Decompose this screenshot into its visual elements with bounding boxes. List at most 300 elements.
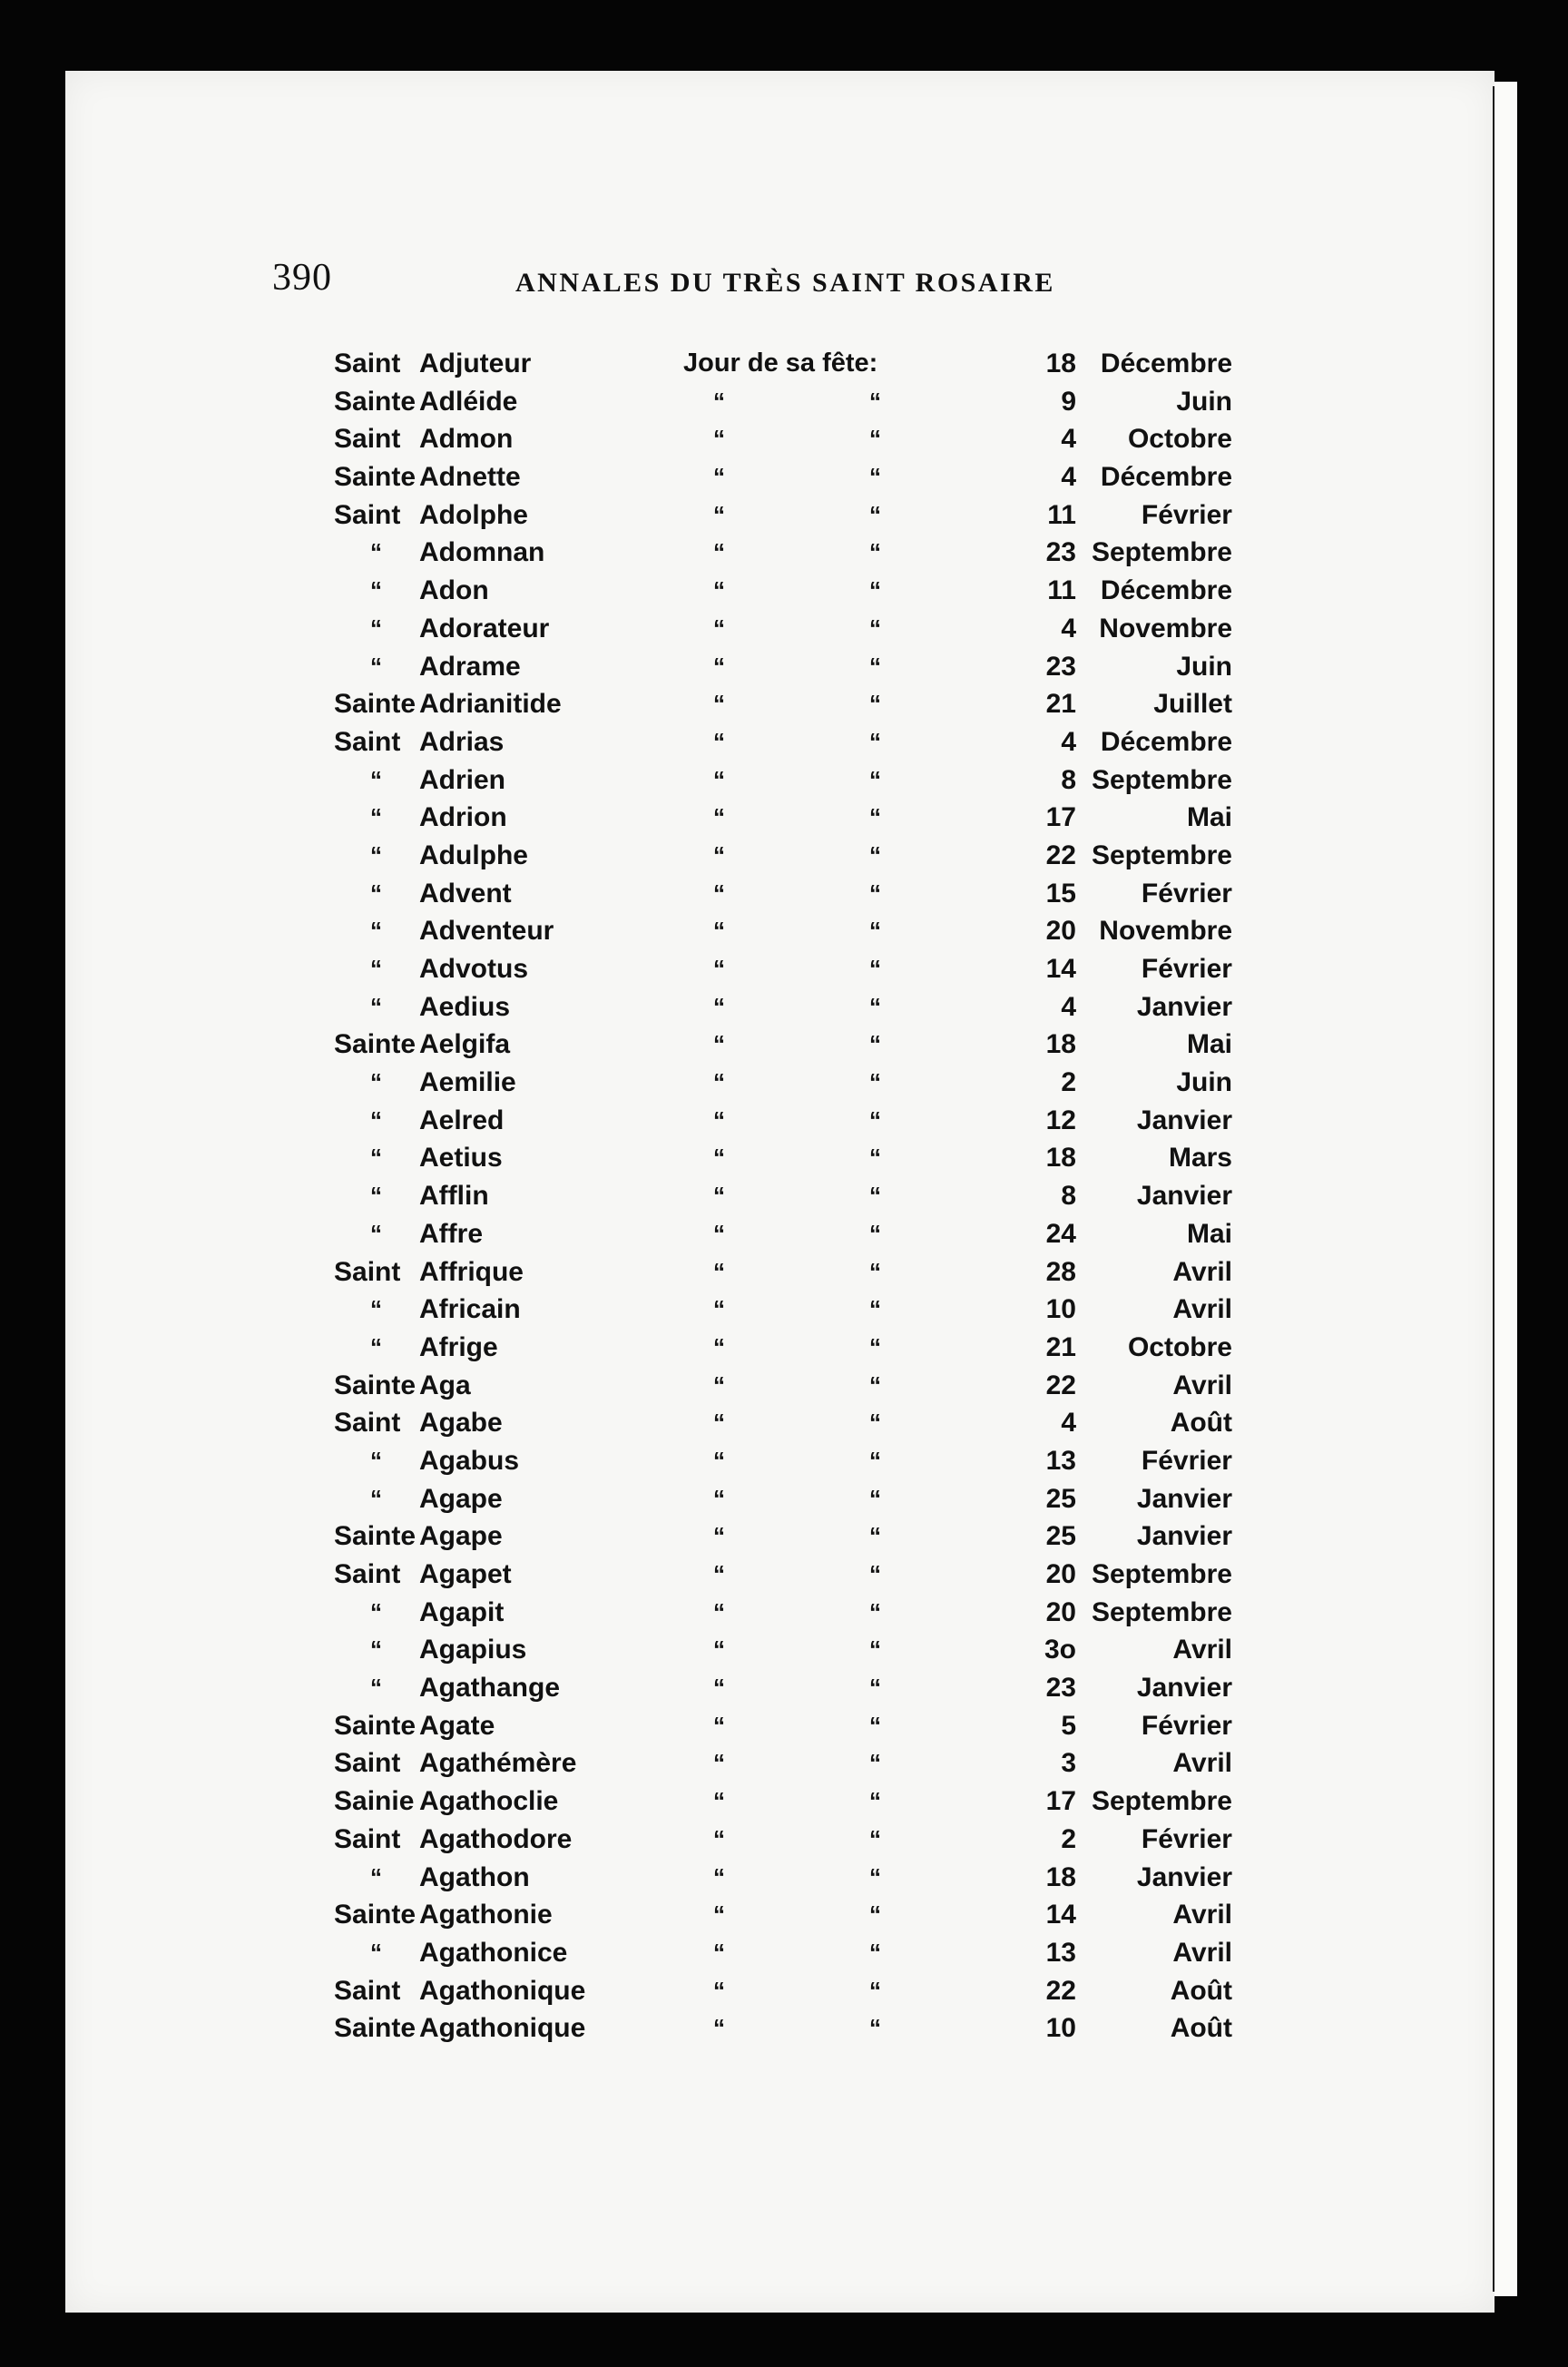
- ditto-mark: “: [869, 1862, 881, 1891]
- saint-name: Agapius: [419, 1635, 527, 1665]
- saint-name: Afflin: [419, 1181, 489, 1212]
- saint-name: Agabe: [419, 1408, 503, 1439]
- feast-month: Février: [1141, 1710, 1232, 1741]
- ditto-mark: “: [713, 765, 725, 793]
- feast-month: Janvier: [1136, 1673, 1232, 1704]
- saint-title: Sainte: [334, 2013, 416, 2044]
- saint-title: “: [370, 1484, 382, 1512]
- saint-name: Aelred: [419, 1105, 505, 1135]
- ditto-mark: “: [869, 2014, 881, 2042]
- feast-day: 12: [1045, 1105, 1076, 1135]
- saint-name: Agapit: [419, 1596, 505, 1627]
- page-number: 390: [272, 257, 332, 299]
- saint-name: Adrion: [419, 802, 507, 833]
- feast-day: 28: [1045, 1256, 1076, 1287]
- saint-title: Saint: [334, 1256, 401, 1287]
- ditto-mark: “: [869, 1068, 881, 1096]
- feast-month: Août: [1170, 1408, 1232, 1439]
- ditto-mark: “: [713, 1597, 725, 1625]
- feast-day: 14: [1045, 954, 1076, 984]
- ditto-mark: “: [869, 614, 881, 642]
- feast-day: 22: [1045, 840, 1076, 870]
- list-item: [334, 1517, 1232, 1556]
- list-item: [334, 723, 1232, 761]
- list-item: [334, 1744, 1232, 1783]
- saint-title: Saint: [334, 1975, 401, 2006]
- list-item: [334, 1026, 1232, 1064]
- saint-title: “: [370, 1295, 382, 1323]
- ditto-mark: “: [869, 1787, 881, 1815]
- saint-name: Adléide: [419, 386, 518, 417]
- saint-title: Sainte: [334, 1521, 416, 1552]
- saint-name: Aedius: [419, 991, 511, 1022]
- ditto-mark: “: [869, 765, 881, 793]
- saint-name: Advotus: [419, 954, 528, 984]
- saint-name: Admon: [419, 424, 514, 455]
- ditto-mark: “: [713, 652, 725, 680]
- saint-title: “: [370, 1862, 382, 1891]
- saint-title: Saint: [334, 349, 401, 378]
- list-item: [334, 648, 1232, 686]
- saint-name: Africain: [419, 1294, 521, 1325]
- ditto-mark: “: [869, 1144, 881, 1172]
- ditto-mark: “: [713, 1787, 725, 1815]
- ditto-mark: “: [713, 1332, 725, 1360]
- ditto-mark: “: [869, 576, 881, 604]
- ditto-mark: “: [713, 917, 725, 945]
- saint-name: Adrias: [419, 726, 505, 757]
- ditto-mark: “: [869, 1295, 881, 1323]
- saint-name: Adulphe: [419, 840, 528, 870]
- feast-month: Février: [1141, 954, 1232, 984]
- ditto-mark: “: [869, 652, 881, 680]
- saint-name: Adjuteur: [419, 349, 532, 378]
- ditto-mark: “: [869, 1597, 881, 1625]
- list-item: [334, 1177, 1232, 1215]
- ditto-mark: “: [869, 1711, 881, 1739]
- ditto-mark: “: [713, 1409, 725, 1437]
- ditto-mark: “: [869, 1257, 881, 1285]
- ditto-mark: “: [713, 1674, 725, 1702]
- feast-day: 20: [1045, 916, 1076, 947]
- ditto-mark: “: [713, 1938, 725, 1966]
- ditto-mark: “: [869, 992, 881, 1020]
- ditto-mark: “: [713, 425, 725, 453]
- list-item: [334, 572, 1232, 610]
- saint-name: Agathonie: [419, 1900, 553, 1930]
- list-item: [334, 345, 1232, 383]
- feast-month: Décembre: [1100, 575, 1232, 606]
- ditto-mark: “: [713, 879, 725, 907]
- ditto-mark: “: [869, 1370, 881, 1399]
- saint-title: Sainte: [334, 1029, 416, 1060]
- feast-month: Octobre: [1127, 424, 1232, 455]
- ditto-mark: “: [713, 1105, 725, 1134]
- saint-name: Adnette: [419, 462, 521, 493]
- list-item: [334, 799, 1232, 837]
- list-item: [334, 1064, 1232, 1102]
- saint-name: Adomnan: [419, 537, 545, 568]
- ditto-mark: “: [869, 1484, 881, 1512]
- ditto-mark: “: [869, 840, 881, 869]
- saint-title: “: [370, 1635, 382, 1664]
- list-item: [334, 1669, 1232, 1707]
- feast-day: 25: [1045, 1483, 1076, 1514]
- saint-title: Saint: [334, 1748, 401, 1779]
- feast-month: Janvier: [1136, 1105, 1232, 1135]
- saint-name: Adrien: [419, 764, 506, 795]
- saint-name: Agathonique: [419, 2013, 586, 2044]
- ditto-mark: “: [869, 1749, 881, 1777]
- saint-title: Sainte: [334, 462, 416, 493]
- ditto-mark: “: [713, 1295, 725, 1323]
- ditto-mark: “: [713, 1976, 725, 2004]
- saint-title: “: [370, 576, 382, 604]
- feast-day: 2: [1061, 1067, 1076, 1098]
- list-item: [334, 1556, 1232, 1594]
- feast-day: 23: [1045, 537, 1076, 568]
- ditto-mark: “: [713, 2014, 725, 2042]
- ditto-mark: “: [869, 727, 881, 755]
- feast-day: 13: [1045, 1445, 1076, 1476]
- saint-title: “: [370, 1446, 382, 1474]
- saint-title: “: [370, 955, 382, 982]
- feast-month: Janvier: [1136, 991, 1232, 1022]
- saint-title: “: [370, 1332, 382, 1360]
- saint-title: “: [370, 1068, 382, 1096]
- saint-name: Aemilie: [419, 1067, 516, 1098]
- saint-title: “: [370, 1219, 382, 1247]
- saint-name: Agathodore: [419, 1823, 573, 1854]
- feast-month: Août: [1170, 1975, 1232, 2006]
- feast-day: 4: [1061, 462, 1076, 493]
- saint-name: Advent: [419, 878, 512, 908]
- ditto-mark: “: [869, 1219, 881, 1247]
- list-item: [334, 1480, 1232, 1518]
- saint-name: Adon: [419, 575, 489, 606]
- feast-month: Juin: [1176, 386, 1232, 417]
- ditto-mark: “: [713, 1711, 725, 1739]
- ditto-mark: “: [869, 1030, 881, 1058]
- feast-month: Février: [1141, 878, 1232, 908]
- saint-name: Afrige: [419, 1331, 498, 1362]
- feast-month: Octobre: [1127, 1331, 1232, 1362]
- ditto-mark: “: [869, 1560, 881, 1587]
- saint-name: Aga: [419, 1370, 471, 1400]
- saint-name: Agathon: [419, 1861, 530, 1892]
- feast-month: Janvier: [1136, 1483, 1232, 1514]
- ditto-mark: “: [713, 1824, 725, 1852]
- ditto-mark: “: [869, 538, 881, 566]
- ditto-mark: “: [713, 1182, 725, 1210]
- saint-title: Saint: [334, 726, 401, 757]
- list-item: [334, 420, 1232, 458]
- feast-day: 3o: [1044, 1635, 1076, 1665]
- feast-day: 21: [1045, 689, 1076, 720]
- list-item: [334, 761, 1232, 800]
- feast-day: 4: [1061, 726, 1076, 757]
- feast-day: 18: [1045, 1861, 1076, 1892]
- saint-name: Aelgifa: [419, 1029, 511, 1060]
- list-item: [334, 875, 1232, 913]
- ditto-mark: “: [869, 1938, 881, 1966]
- feast-month: Décembre: [1100, 462, 1232, 493]
- ditto-mark: “: [713, 1030, 725, 1058]
- feast-day: 23: [1045, 1673, 1076, 1704]
- feast-month: Septembre: [1091, 840, 1232, 870]
- ditto-mark: “: [713, 727, 725, 755]
- ditto-mark: “: [713, 614, 725, 642]
- ditto-mark: “: [713, 690, 725, 718]
- feast-month: Mai: [1186, 802, 1232, 833]
- feast-day: 13: [1045, 1937, 1076, 1968]
- page-header: [272, 256, 1180, 310]
- feast-day: 14: [1045, 1900, 1076, 1930]
- feast-month: Avril: [1172, 1370, 1232, 1400]
- feast-day: 18: [1045, 1029, 1076, 1060]
- feast-day: 10: [1045, 2013, 1076, 2044]
- ditto-mark: “: [869, 917, 881, 945]
- saint-title: Saint: [334, 499, 401, 530]
- list-item: [334, 1253, 1232, 1292]
- saint-name: Agathonique: [419, 1975, 586, 2006]
- saint-title: “: [370, 1674, 382, 1702]
- ditto-mark: “: [869, 955, 881, 982]
- feast-month: Avril: [1172, 1748, 1232, 1779]
- feast-day: 18: [1045, 349, 1076, 378]
- feast-month: Avril: [1172, 1900, 1232, 1930]
- list-item: [334, 1367, 1232, 1405]
- saint-name: Agathonice: [419, 1937, 568, 1968]
- feast-day: 22: [1045, 1370, 1076, 1400]
- ditto-mark: “: [869, 803, 881, 831]
- list-item: [334, 1102, 1232, 1140]
- list-item: [334, 1404, 1232, 1442]
- feast-day: 8: [1061, 1181, 1076, 1212]
- saint-name: Agathoclie: [419, 1786, 559, 1817]
- feast-month: Avril: [1172, 1937, 1232, 1968]
- feast-month: Septembre: [1091, 537, 1232, 568]
- list-item: [334, 1442, 1232, 1480]
- saint-title: Saint: [334, 1408, 401, 1439]
- feast-day: 4: [1061, 424, 1076, 455]
- feast-day: 20: [1045, 1596, 1076, 1627]
- feast-day: 9: [1061, 386, 1076, 417]
- ditto-mark: “: [713, 1257, 725, 1285]
- saint-title: Sainte: [334, 1900, 416, 1930]
- list-item: [334, 950, 1232, 988]
- saint-title: “: [370, 1938, 382, 1966]
- list-item: [334, 912, 1232, 950]
- ditto-mark: “: [869, 879, 881, 907]
- ditto-mark: “: [869, 1182, 881, 1210]
- saint-name: Agape: [419, 1521, 503, 1552]
- ditto-mark: “: [713, 1219, 725, 1247]
- feast-day: 17: [1045, 1786, 1076, 1817]
- saint-title: Sainte: [334, 1710, 416, 1741]
- saint-name: Adrianitide: [419, 689, 562, 720]
- saint-title: “: [370, 765, 382, 793]
- saint-title: Sainie: [334, 1786, 415, 1817]
- ditto-mark: “: [869, 425, 881, 453]
- saint-title: “: [370, 1182, 382, 1210]
- feast-month: Décembre: [1100, 349, 1232, 378]
- feast-month: Mars: [1168, 1143, 1232, 1174]
- feast-month: Septembre: [1091, 1786, 1232, 1817]
- saint-title: Saint: [334, 1823, 401, 1854]
- saint-title: “: [370, 1597, 382, 1625]
- saint-title: “: [370, 917, 382, 945]
- feast-day: 2: [1061, 1823, 1076, 1854]
- list-item: [334, 1783, 1232, 1821]
- feast-day: 5: [1061, 1710, 1076, 1741]
- saint-name: Adrame: [419, 651, 521, 682]
- ditto-mark: “: [869, 1446, 881, 1474]
- ditto-mark: “: [713, 387, 725, 415]
- list-item: [334, 1821, 1232, 1859]
- saint-name: Agapet: [419, 1559, 512, 1589]
- feast-month: Décembre: [1100, 726, 1232, 757]
- feast-month: Mai: [1186, 1218, 1232, 1249]
- feast-month: Février: [1141, 1823, 1232, 1854]
- ditto-mark: “: [869, 1824, 881, 1852]
- ditto-mark: “: [713, 1370, 725, 1399]
- saint-title: “: [370, 803, 382, 831]
- ditto-mark: “: [713, 1484, 725, 1512]
- ditto-mark: “: [869, 1900, 881, 1929]
- list-item: [334, 458, 1232, 496]
- ditto-mark: “: [713, 1749, 725, 1777]
- ditto-mark: “: [869, 1976, 881, 2004]
- saint-name: Aetius: [419, 1143, 503, 1174]
- feast-day: 23: [1045, 651, 1076, 682]
- ditto-mark: “: [713, 1635, 725, 1664]
- saint-title: “: [370, 879, 382, 907]
- feast-month: Septembre: [1091, 764, 1232, 795]
- list-item: [334, 2009, 1232, 2048]
- ditto-mark: “: [869, 1635, 881, 1664]
- saint-title: Sainte: [334, 689, 416, 720]
- saint-title: “: [370, 614, 382, 642]
- feast-day: 10: [1045, 1294, 1076, 1325]
- feast-month: Février: [1141, 499, 1232, 530]
- feast-day: 17: [1045, 802, 1076, 833]
- ditto-mark: “: [869, 500, 881, 528]
- feast-month: Janvier: [1136, 1861, 1232, 1892]
- saint-name: Adventeur: [419, 916, 554, 947]
- ditto-mark: “: [713, 538, 725, 566]
- ditto-mark: “: [869, 463, 881, 491]
- feast-month: Juin: [1176, 1067, 1232, 1098]
- feast-month: Janvier: [1136, 1521, 1232, 1552]
- saint-name: Agathémère: [419, 1748, 577, 1779]
- feast-month: Avril: [1172, 1294, 1232, 1325]
- feast-day: 4: [1061, 613, 1076, 643]
- ditto-mark: “: [869, 1522, 881, 1550]
- ditto-mark: “: [713, 576, 725, 604]
- saint-name: Affre: [419, 1218, 484, 1249]
- list-item: [334, 1934, 1232, 1972]
- list-item: [334, 1631, 1232, 1669]
- ditto-mark: “: [713, 1144, 725, 1172]
- list-item: [334, 837, 1232, 875]
- list-item: [334, 610, 1232, 648]
- feast-day: 25: [1045, 1521, 1076, 1552]
- ditto-mark: “: [869, 1674, 881, 1702]
- saint-title: Sainte: [334, 386, 416, 417]
- ditto-mark: “: [713, 1068, 725, 1096]
- feast-month: Mai: [1186, 1029, 1232, 1060]
- feast-day: 4: [1061, 1408, 1076, 1439]
- saint-name: Agathange: [419, 1673, 561, 1704]
- ditto-mark: “: [713, 992, 725, 1020]
- ditto-mark: “: [713, 500, 725, 528]
- list-item: [334, 1859, 1232, 1897]
- list-item: [334, 1329, 1232, 1367]
- running-title: ANNALES DU TRÈS SAINT ROSAIRE: [515, 268, 1055, 298]
- saint-title: Saint: [334, 424, 401, 455]
- feast-day: 11: [1047, 575, 1076, 606]
- feast-day: 15: [1045, 878, 1076, 908]
- saint-title: “: [370, 1144, 382, 1172]
- saint-title: Sainte: [334, 1370, 416, 1400]
- saint-title: Saint: [334, 1559, 401, 1589]
- list-item: [334, 1139, 1232, 1177]
- feast-day: 11: [1047, 499, 1076, 530]
- list-item: [334, 1896, 1232, 1934]
- list-item: [334, 1215, 1232, 1253]
- ditto-mark: “: [869, 1332, 881, 1360]
- saints-list: [334, 345, 1232, 2048]
- list-item: [334, 534, 1232, 572]
- ditto-mark: “: [713, 1900, 725, 1929]
- ditto-mark: “: [713, 1862, 725, 1891]
- list-item: [334, 988, 1232, 1026]
- feast-day: 18: [1045, 1143, 1076, 1174]
- ditto-mark: “: [713, 840, 725, 869]
- feast-day: 4: [1061, 991, 1076, 1022]
- list-item: [334, 1707, 1232, 1745]
- saint-title: “: [370, 992, 382, 1020]
- ditto-mark: “: [713, 1560, 725, 1587]
- list-item: [334, 1594, 1232, 1632]
- feast-month: Février: [1141, 1445, 1232, 1476]
- feast-day: 22: [1045, 1975, 1076, 2006]
- saint-name: Affrique: [419, 1256, 524, 1287]
- list-item: [334, 383, 1232, 421]
- ditto-mark: “: [869, 690, 881, 718]
- ditto-mark: “: [713, 1522, 725, 1550]
- feast-month: Septembre: [1091, 1596, 1232, 1627]
- feast-month: Novembre: [1099, 613, 1232, 643]
- feast-month: Juin: [1176, 651, 1232, 682]
- feast-month: Août: [1170, 2013, 1232, 2044]
- saint-name: Agabus: [419, 1445, 520, 1476]
- list-item: [334, 1972, 1232, 2010]
- list-item: [334, 496, 1232, 535]
- feast-month: Novembre: [1099, 916, 1232, 947]
- ditto-mark: “: [869, 387, 881, 415]
- ditto-mark: “: [869, 1105, 881, 1134]
- feast-day: 8: [1061, 764, 1076, 795]
- feast-day-label: Jour de sa fête:: [683, 349, 878, 378]
- ditto-mark: “: [713, 955, 725, 982]
- feast-day: 24: [1045, 1218, 1076, 1249]
- feast-month: Juillet: [1153, 689, 1232, 720]
- ditto-mark: “: [869, 1409, 881, 1437]
- saint-title: “: [370, 652, 382, 680]
- saint-title: “: [370, 538, 382, 566]
